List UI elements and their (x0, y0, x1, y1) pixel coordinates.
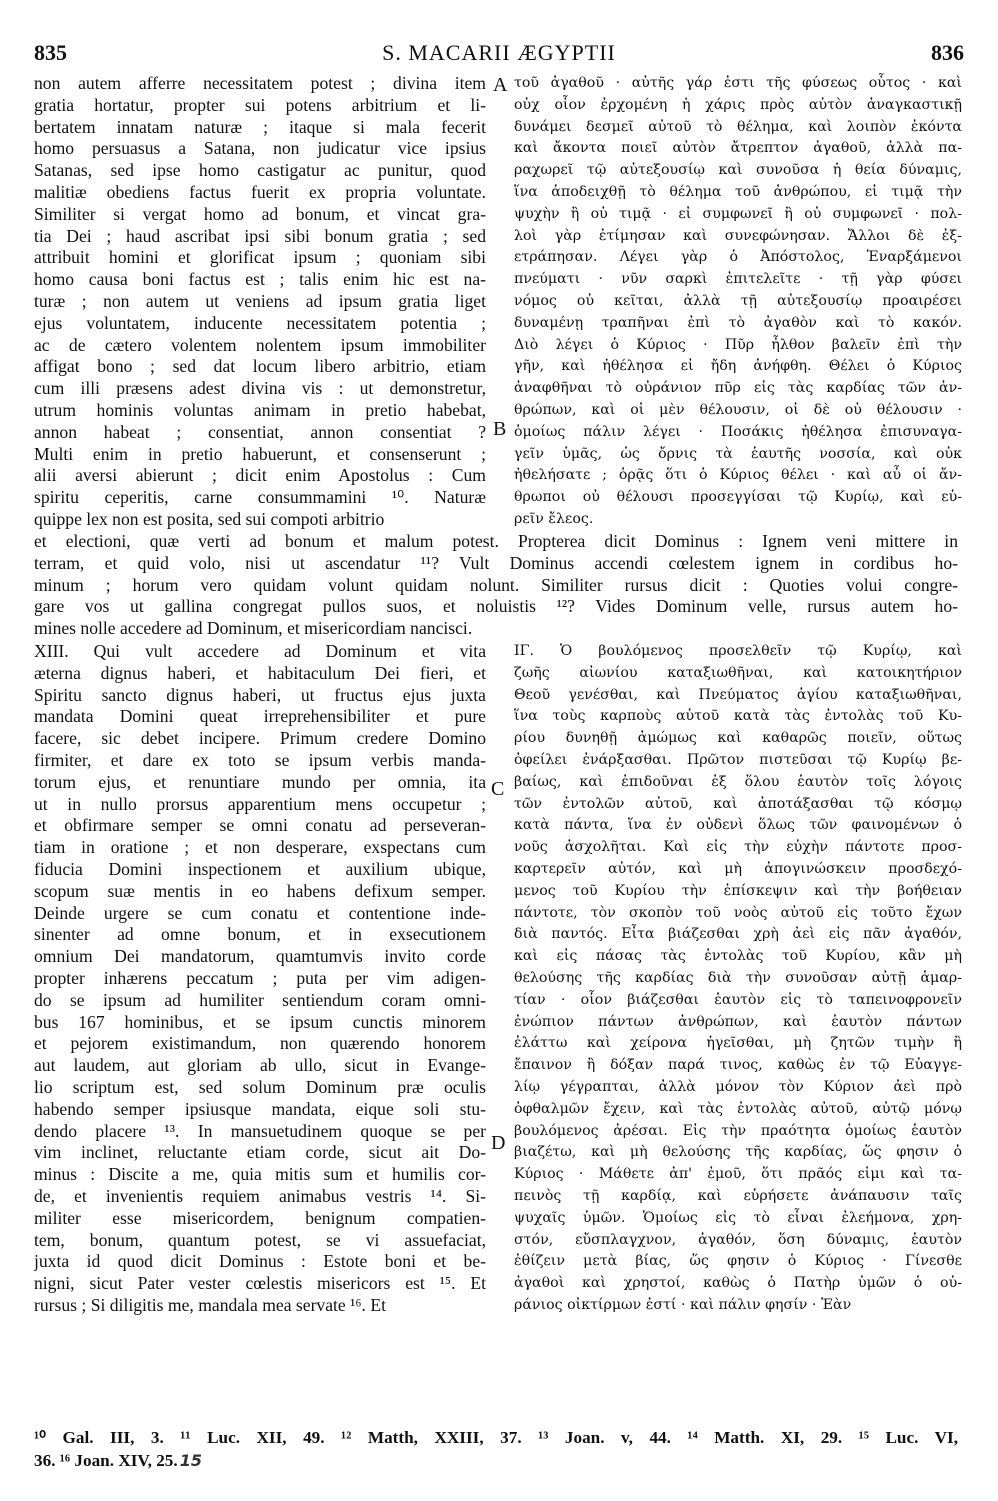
latin-text-line: gare vos ut gallina congregat pullos suos, et noluistis ¹²? Vides Dominum velle, rursus autem ho- (34, 596, 958, 617)
greek-text-line: τίαν · οἷον βιάζεσθαι ἑαυτὸν εἰς τὸ ταπεινοφρονεῖν (514, 991, 962, 1008)
latin-text-line: XIII. Qui vult accedere ad Dominum et vita (34, 641, 486, 661)
latin-text-line: minum ; horum vero quidam volunt quidam nolunt. Similiter rursus dicit : Quoties volui congre- (34, 574, 958, 595)
greek-text-line: ὀφείλει ἐνάρξασθαι. Πρῶτον πιστεῦσαι τῷ Κυρίῳ βε- (514, 751, 962, 768)
latin-text-line: tem, bonum, quantum potest, se vi assuefaciat, (34, 1229, 486, 1250)
greek-text-line: νόμος οὐ κεῖται, ἀλλὰ τῇ αὐτεξουσίῳ προαιρέσει (514, 292, 962, 309)
greek-text-line: ζωῆς αἰωνίου καταξιωθῆναι, καὶ κατοικητήριον (514, 664, 962, 681)
greek-text-line: ὁμοίως πάλιν λέγει · Ποσάκις ἠθέλησα ἐπισυναγα- (514, 423, 962, 440)
latin-text-line: mandata Domini queat irreprehensibiliter et pure (34, 706, 486, 727)
latin-text-line: attribuit homini et glorificat ipsum ; quoniam sibi (34, 247, 486, 268)
page-number-left: 835 (34, 40, 67, 65)
greek-text-line: μενος τοῦ Κυρίου τὴν ἐπίσκεψιν καὶ τὴν βοήθειαν (514, 882, 962, 899)
latin-text-line: do se ipsum ad humiliter sentiendum coram omni- (34, 989, 486, 1010)
latin-text-line: Satanas, sed ipse homo castigatur ac punitur, quod (34, 160, 486, 181)
greek-text-line: πνεύματι · νῦν σαρκὶ ἐπιτελεῖτε · τῇ γὰρ φύσει (514, 271, 962, 288)
footnotes (34, 1426, 958, 1472)
greek-text-line: ἵνα τοὺς καρποὺς αὐτοῦ κατὰ τὰς ἐντολὰς τοῦ Κυ- (514, 708, 962, 725)
latin-text-line: cum illi præsens adest divina vis : ut demonstretur, (34, 378, 486, 399)
latin-column-lower (34, 641, 486, 1317)
greek-text-line: Κύριος · Μάθετε ἀπ' ἐμοῦ, ὅτι πρᾶός εἰμι καὶ τα- (514, 1166, 962, 1183)
latin-text-line: alii aversi abierunt ; dicit enim Apostolus : Cum (34, 465, 486, 486)
greek-text-line: γεῖν ὑμᾶς, ὡς ὄρνις τὰ ἑαυτῆς νοσσία, καὶ οὐκ (514, 445, 962, 462)
greek-text-line: οὐχ οἷον ἐρχομένη ἡ χάρις πρὸς αὐτὸν ἀναγκαστικῇ (514, 96, 962, 113)
margin-letter-d: D (491, 1132, 506, 1154)
greek-text-line: ψυχὴν ἢ οὐ τιμᾷ · εἰ συμφωνεῖ ἢ οὐ συμφωνεῖ · πολ- (514, 205, 962, 222)
latin-column-upper (34, 73, 486, 531)
greek-text-line: καρτερεῖν αὐτόν, καὶ μὴ ἀπογινώσκειν προσδεχό- (514, 860, 962, 877)
greek-text-line: διὰ παντός. Εἶτα βιάζεσθαι χρὴ ἀεὶ εἰς πᾶν ἀγαθόν, (514, 926, 962, 943)
latin-text-line: quippe lex non est posita, sed sui compoti arbitrio (34, 508, 385, 529)
greek-text-line: στόν, εὔσπλαγχνον, ἀγαθόν, ὅση δύναμις, ἑαυτὸν (514, 1231, 962, 1248)
page-number-right: 836 (931, 40, 964, 65)
greek-text-line: ετράπησαν. Λέγει γὰρ ὁ Ἀπόστολος, Ἐναρξάμενοι (514, 249, 962, 266)
latin-text-line: Deinde urgere se cum conatu et contentione inde- (34, 902, 486, 923)
latin-text-line: firmiter, et dare ex toto se ipsum verbis manda- (34, 749, 486, 770)
latin-text-line: æterna dignus haberi, et habitaculum Dei fieri, et (34, 662, 486, 683)
latin-text-line: torum ejus, et renuntiare mundo per omnia, ita (34, 771, 486, 792)
greek-text-line: τοῦ ἀγαθοῦ · αὐτῆς γάρ ἐστι τῆς φύσεως οὗτος · καὶ (514, 75, 962, 91)
latin-text-line: utrum hominis voluntas animam in pretio habebat, (34, 399, 486, 420)
greek-text-line: ὀφθαλμῶν ἔχειν, καὶ τὰς ἐντολὰς αὐτοῦ, αὐτῷ μόνῳ (514, 1100, 962, 1117)
latin-text-line: annon habeat ; consentiat, annon consentiat ? (34, 421, 486, 442)
latin-text-line: ejus voluntatem, inducente necessitatem potentia ; (34, 312, 486, 333)
latin-text-line: lio scriptum est, sed solum Dominum præ oculis (34, 1076, 486, 1097)
greek-text-line: Διὸ λέγει ὁ Κύριος · Πῦρ ἦλθον βαλεῖν ἐπὶ τὴν (514, 336, 962, 353)
latin-text-line: propter inhærens peccatum ; puta per vim adigen- (34, 967, 486, 988)
latin-text-line: Similiter si vergat homo ad bonum, et vincat gra- (34, 203, 486, 224)
greek-text-line: γῆν, καὶ ἠθέλησα εἰ ἤδη ἀνήφθη. Θέλει ὁ Κύριος (514, 358, 962, 375)
greek-text-line: καὶ εἰς πάσας τὰς ἐντολὰς τοῦ Κυρίου, κἂν μὴ (514, 948, 962, 965)
greek-text-line: πάντοτε, τὸν σκοπὸν τοῦ νοὸς αὐτοῦ εἰς τοῦτο ἔχων (514, 904, 962, 921)
latin-text-line: turæ ; non autem ut veniens ad ipsum gratia liget (34, 290, 486, 311)
latin-text-line: scopum suæ mentis in eo habens defixum semper. (34, 880, 486, 901)
greek-text-line: θρωποι οὐ θέλουσι προσεγγίσαι τῷ Κυρίῳ, καὶ εὑ- (514, 489, 962, 506)
margin-letter-c: C (491, 778, 505, 800)
running-header (34, 40, 964, 70)
latin-text-line: nigni, sicut Pater vester cœlestis misericors est ¹⁵. Et (34, 1273, 486, 1294)
latin-text-line: habendo semper ipsiusque mandata, eique soli stu- (34, 1098, 486, 1119)
latin-text-line: bertatem innatam naturæ ; itaque si mala fecerit (34, 116, 486, 137)
margin-letter-b: B (493, 418, 507, 440)
greek-text-line: Θεοῦ γενέσθαι, καὶ Πνεύματος ἁγίου καταξιωθῆναι, (514, 686, 962, 703)
greek-text-line: λοὶ γὰρ ἐτίμησαν καὶ συνεφώνησαν. Ἄλλοι δὲ ἐξ- (514, 227, 962, 244)
greek-text-line: ψυχαῖς ὑμῶν. Ὁμοίως εἰς τὸ εἶναι ἐλεήμονα, χρη- (514, 1209, 962, 1226)
latin-text-line: fiducia Domini inspectionem et auxilium ubique, (34, 858, 486, 879)
margin-letter-a: A (493, 74, 508, 96)
latin-text-line: minus : Discite a me, quia mitis sum et humilis cor- (34, 1164, 486, 1185)
latin-text-line: militer esse misericordem, benignum compatien- (34, 1207, 486, 1228)
latin-text-line: rursus ; Si diligitis me, mandala mea servate ¹⁶. Et (34, 1294, 386, 1315)
latin-text-line: mines nolle accedere ad Dominum, et misericordiam nancisci. (34, 618, 473, 639)
latin-text-line: tia Dei ; haud ascribat ipsi sibi bonum gratia ; sed (34, 225, 486, 246)
latin-text-line: omnium Dei mandatorum, quamtumvis invito corde (34, 946, 486, 967)
latin-text-line: spiritu ceperitis, carne consummamini ¹⁰. Naturæ (34, 487, 486, 508)
footnote-line-text: 36. ¹⁶ Joan. XIV, 25. (34, 1451, 178, 1470)
greek-text-line: ρεῖν ἔλεος. (514, 510, 594, 527)
latin-text-line: non autem afferre necessitatem potest ; divina item (34, 73, 486, 93)
greek-text-line: ράνιος οἰκτίρμων ἐστί · καὶ πάλιν φησίν · Ἐὰν (514, 1296, 852, 1313)
latin-text-line: dendo placere ¹³. In mansuetudinem quoque se per (34, 1120, 486, 1141)
greek-text-line: τῶν ἐντολῶν αὐτοῦ, καὶ ἀποτάξασθαι τῷ κόσμῳ (514, 795, 962, 812)
latin-text-line: ut in nullo prorsus apparentium mens occupetur ; (34, 793, 486, 814)
latin-text-line: Spiritu sancto dignus haberi, ut fructus ejus juxta (34, 684, 486, 705)
greek-text-line: βιαζέτω, καὶ μὴ θελούσης τῆς καρδίας, ὥς φησιν ὁ (514, 1144, 962, 1161)
greek-text-line: θελούσης τῆς καρδίας διὰ τὴν συνοῦσαν αὐτῇ ἁμαρ- (514, 969, 962, 986)
greek-text-line: ραχωρεῖ τῷ αὐτεξουσίῳ καὶ συνοῦσα ἡ θεία δύναμις, (514, 162, 962, 179)
greek-text-line: δυναμένῃ τραπῆναι ἐπὶ τὸ ἀγαθὸν καὶ τὸ κακόν. (514, 314, 962, 331)
latin-text-line: gratia hortatur, propter sui potens arbitrium et li- (34, 94, 486, 115)
footnote-line: ¹⁰ Gal. III, 3. ¹¹ Luc. XII, 49. ¹² Matth, XXIII, 37. ¹³ Joan. v, 44. ¹⁴ Matth. XI, 29. ¹⁵ Luc. VI, (34, 1428, 958, 1447)
greek-text-line: καὶ ἄκοντα ποιεῖ αὐτὸν ἄτρεπτον ἀγαθοῦ, ἀλλὰ πα- (514, 140, 962, 157)
latin-text-line: sinenter ad omne bonum, et in exsecutionem (34, 924, 486, 945)
latin-text-line: malitiæ obediens factus fuerit ex propria voluntate. (34, 181, 486, 202)
latin-text-line: juxta id quod dicit Dominus : Estote boni et be- (34, 1251, 486, 1272)
greek-text-line: ἠθελήσατε ; ὁρᾷς ὅτι ὁ Κύριος θέλει · καὶ αὖ οἱ ἄν- (514, 467, 962, 484)
greek-text-line: ρίου δυνηθῇ ἀμώμως καὶ καθαρῶς ποιεῖν, οὕτως (514, 730, 962, 747)
greek-text-line: ἀγαθοὶ καὶ χρηστοί, καθὼς ὁ Πατὴρ ὑμῶν ὁ οὐ- (514, 1275, 962, 1292)
greek-column-lower (514, 641, 962, 1317)
greek-text-line: ἐλάττω καὶ χείρονα ἡγεῖσθαι, μὴ ζητῶν τιμὴν ἢ (514, 1035, 962, 1052)
full-width-paragraph (34, 531, 958, 640)
greek-text-line: πεινὸς τῇ καρδίᾳ, καὶ εὑρήσετε ἀνάπαυσιν ταῖς (514, 1187, 962, 1204)
greek-text-line: νοῦς ἀσχολῆται. Καὶ εἰς τὴν εὐχὴν πάντοτε προσ- (514, 839, 962, 856)
greek-text-line: ἐθίζειν μετὰ βίας, ὥς φησιν ὁ Κύριος · Γίνεσθε (514, 1253, 962, 1270)
greek-text-line: ἐνώπιον πάντων ἀνθρώπων, καὶ ἑαυτὸν πάντων (514, 1013, 962, 1030)
latin-text-line: Multi enim in pretio habuerunt, et consenserunt ; (34, 443, 486, 464)
latin-text-line: homo causa boni factus est ; talis enim hic est na- (34, 269, 486, 290)
greek-text-line: βουλόμενος ἀρέσαι. Εἰς τὴν πραότητα ὁμοίως ἑαυτὸν (514, 1122, 962, 1139)
greek-text-line: βαίως, καὶ ἐπιδοῦναι ἐξ ὅλου ἑαυτὸν τοῖς λόγοις (514, 773, 962, 790)
greek-text-line: ἵνα ἀποδειχθῇ τὸ θέλημα τοῦ ἀνθρώπου, εἰ τιμᾷ τὴν (514, 183, 962, 200)
latin-text-line: aut laudem, aut gloriam ab ullo, sicut in Evange- (34, 1055, 486, 1076)
footnote-line (34, 1449, 958, 1472)
latin-text-line: tiam in oratione ; et non desperare, exspectans cum (34, 837, 486, 858)
latin-text-line: et obfirmare semper se omni conatu ad perseveran- (34, 815, 486, 836)
latin-text-line: vim inclinet, reluctante etiam corde, sicut ait Do- (34, 1142, 486, 1163)
latin-text-line: et pejorem existimandum, non quærendo honorem (34, 1033, 486, 1054)
running-title: S. MACARII ÆGYPTII (382, 40, 616, 65)
latin-text-line: ac de cætero volentem nolentem ipsum immobiliter (34, 334, 486, 355)
greek-text-line: ἀναφθῆναι τὸ οὐράνιον πῦρ εἰς τὰς καρδίας τῶν ἀν- (514, 380, 962, 397)
latin-text-line: facere, sic debet incipere. Primum credere Domino (34, 728, 486, 749)
latin-text-line: et electioni, quæ verti ad bonum et malum potest. Propterea dicit Dominus : Ignem veni mittere in (34, 531, 958, 551)
greek-text-line: κατὰ πάντα, ἵνα ἐν οὐδενὶ ὅλως τῶν φαινομένων ὁ (514, 817, 962, 834)
greek-text-line: ΙΓ. Ὁ βουλόμενος προσελθεῖν τῷ Κυρίῳ, καὶ (514, 643, 962, 659)
latin-text-line: de, et invenientis requiem animabus vestris ¹⁴. Si- (34, 1185, 486, 1206)
greek-column-upper (514, 73, 962, 531)
latin-text-line: affigat bono ; sed dat locum libero arbitrio, etiam (34, 356, 486, 377)
greek-text-line: ἔπαινον ἢ δόξαν παρά τινος, καθὼς ἐν τῷ Εὐαγγε- (514, 1057, 962, 1074)
pencil-annotation: 15 (179, 1451, 202, 1470)
latin-text-line: terram, et quid volo, nisi ut ascendatur ¹¹? Vult Dominus accendi cœlestem ignem in cordibus ho- (34, 552, 958, 573)
latin-text-line: homo persuasus a Satana, non judicatur vice ipsius (34, 138, 486, 159)
greek-text-line: θρώπων, καὶ οἱ μὲν θέλουσιν, οἱ δὲ οὐ θέλουσιν · (514, 401, 962, 418)
latin-text-line: bus 167 hominibus, et se ipsum cunctis minorem (34, 1011, 486, 1032)
greek-text-line: λίῳ γέγραπται, ἀλλὰ μόνον τὸν Κύριον ἀεὶ πρὸ (514, 1078, 962, 1095)
greek-text-line: δυνάμει δεσμεῖ αὐτοῦ τὸ θέλημα, καὶ λοιπὸν ἑκόντα (514, 118, 962, 135)
